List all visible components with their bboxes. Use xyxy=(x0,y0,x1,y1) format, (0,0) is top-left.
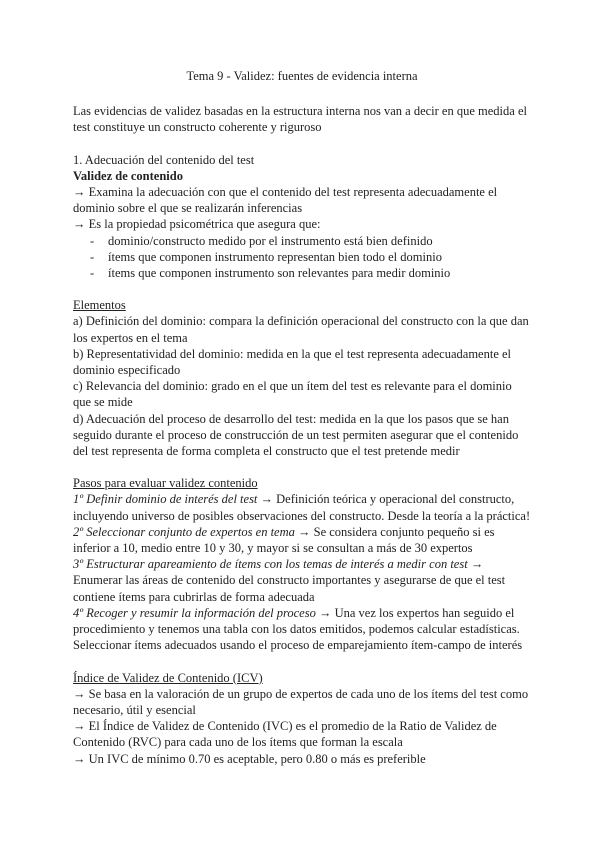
pasos-step-3 xyxy=(73,556,531,605)
dash-marker: - xyxy=(90,249,95,264)
icv-line-2: → El Índice de Validez de Contenido (IVC) es el promedio de la Ratio de Validez de Contenido (RVC) para cada uno de los ítems que forman la escala xyxy=(73,719,497,750)
bullet-text: ítems que componen instrumento son relevantes para medir dominio xyxy=(108,266,451,281)
section1-bullet-list xyxy=(73,233,531,282)
dash-marker: - xyxy=(90,266,95,281)
step-text: → Definición teórica y operacional del constructo, incluyendo universo de posibles observaciones del constructo. Desde la teoría a la práctica! xyxy=(73,492,531,523)
elementos-item-b: b) Representatividad del dominio: medida en la que el test representa adecuadamente el dominio especificado xyxy=(73,346,512,378)
dash-marker: - xyxy=(90,233,95,248)
pasos-step-4 xyxy=(73,605,531,654)
section1-line-2: → Es la propiedad psicométrica que asegura que: xyxy=(73,217,321,232)
elementos-item-c: c) Relevancia del dominio: grado en el que un ítem del test es relevante para el dominio que se mide xyxy=(73,379,512,410)
elementos-heading: Elementos xyxy=(73,298,126,313)
step-text: → Se considera conjunto pequeño si es inferior a 10, medio entre 10 y 30, y mayor si se consultan a más de 30 expertos xyxy=(73,524,495,556)
document-page xyxy=(73,68,531,767)
pasos-step-2 xyxy=(73,524,531,556)
bullet-text: dominio/constructo medido por el instrumento está bien definido xyxy=(108,233,433,248)
step-label: 4º Recoger y resumir la información del proceso xyxy=(73,605,316,620)
spacer xyxy=(73,136,531,152)
spacer xyxy=(73,654,531,670)
step-label: 1º Definir dominio de interés del test xyxy=(73,492,258,507)
intro-paragraph: Las evidencias de validez basadas en la estructura interna nos van a decir en que medida el test constituye un constructo coherente y riguroso xyxy=(73,104,527,135)
section1-heading: 1. Adecuación del contenido del test xyxy=(73,152,255,167)
icv-line-3: → Un IVC de mínimo 0.70 es aceptable, pero 0.80 o más es preferible xyxy=(73,751,426,766)
list-item xyxy=(73,249,531,265)
list-item xyxy=(73,233,531,249)
bullet-text: ítems que componen instrumento representan bien todo el dominio xyxy=(108,249,442,264)
elementos-item-d: d) Adecuación del proceso de desarrollo del test: medida en la que los pasos que se han seguido durante el proceso de construcción de un test permiten asegurar que el contenido del test representa de forma completa el constructo que el test pretende medir xyxy=(73,411,519,459)
step-text: → Enumerar las áreas de contenido del constructo importantes y asegurarse de que el test contiene ítems para cubrirlas de forma adecuada xyxy=(73,557,506,604)
elementos-item-a: a) Definición del dominio: compara la definición operacional del constructo con la que dan los expertos en el tema xyxy=(73,314,529,345)
section1-line-1: → Examina la adecuación con que el contenido del test representa adecuadamente el dominio sobre el que se realizarán inferencias xyxy=(73,185,498,216)
icv-line-1: → Se basa en la valoración de un grupo de expertos de cada uno de los ítems del test como necesario, útil y esencial xyxy=(73,686,529,717)
step-label: 2º Seleccionar conjunto de expertos en tema xyxy=(73,524,295,539)
step-label: 3º Estructurar apareamiento de ítems con los temas de interés a medir con test xyxy=(73,557,468,572)
step-text: → Una vez los expertos han seguido el procedimiento y tenemos una tabla con los datos emitidos, podemos calcular estadísticas. Seleccionar ítems adecuados usando el proceso de emparejamiento ítem-campo de interés xyxy=(73,605,523,653)
spacer xyxy=(73,281,531,297)
list-item xyxy=(73,265,531,281)
spacer xyxy=(73,459,531,475)
section1-subheading: Validez de contenido xyxy=(73,168,183,183)
document-title: Tema 9 - Validez: fuentes de evidencia interna xyxy=(186,69,418,83)
pasos-heading: Pasos para evaluar validez contenido xyxy=(73,476,258,491)
icv-heading: Índice de Validez de Contenido (ICV) xyxy=(73,670,263,685)
pasos-step-1 xyxy=(73,491,531,523)
